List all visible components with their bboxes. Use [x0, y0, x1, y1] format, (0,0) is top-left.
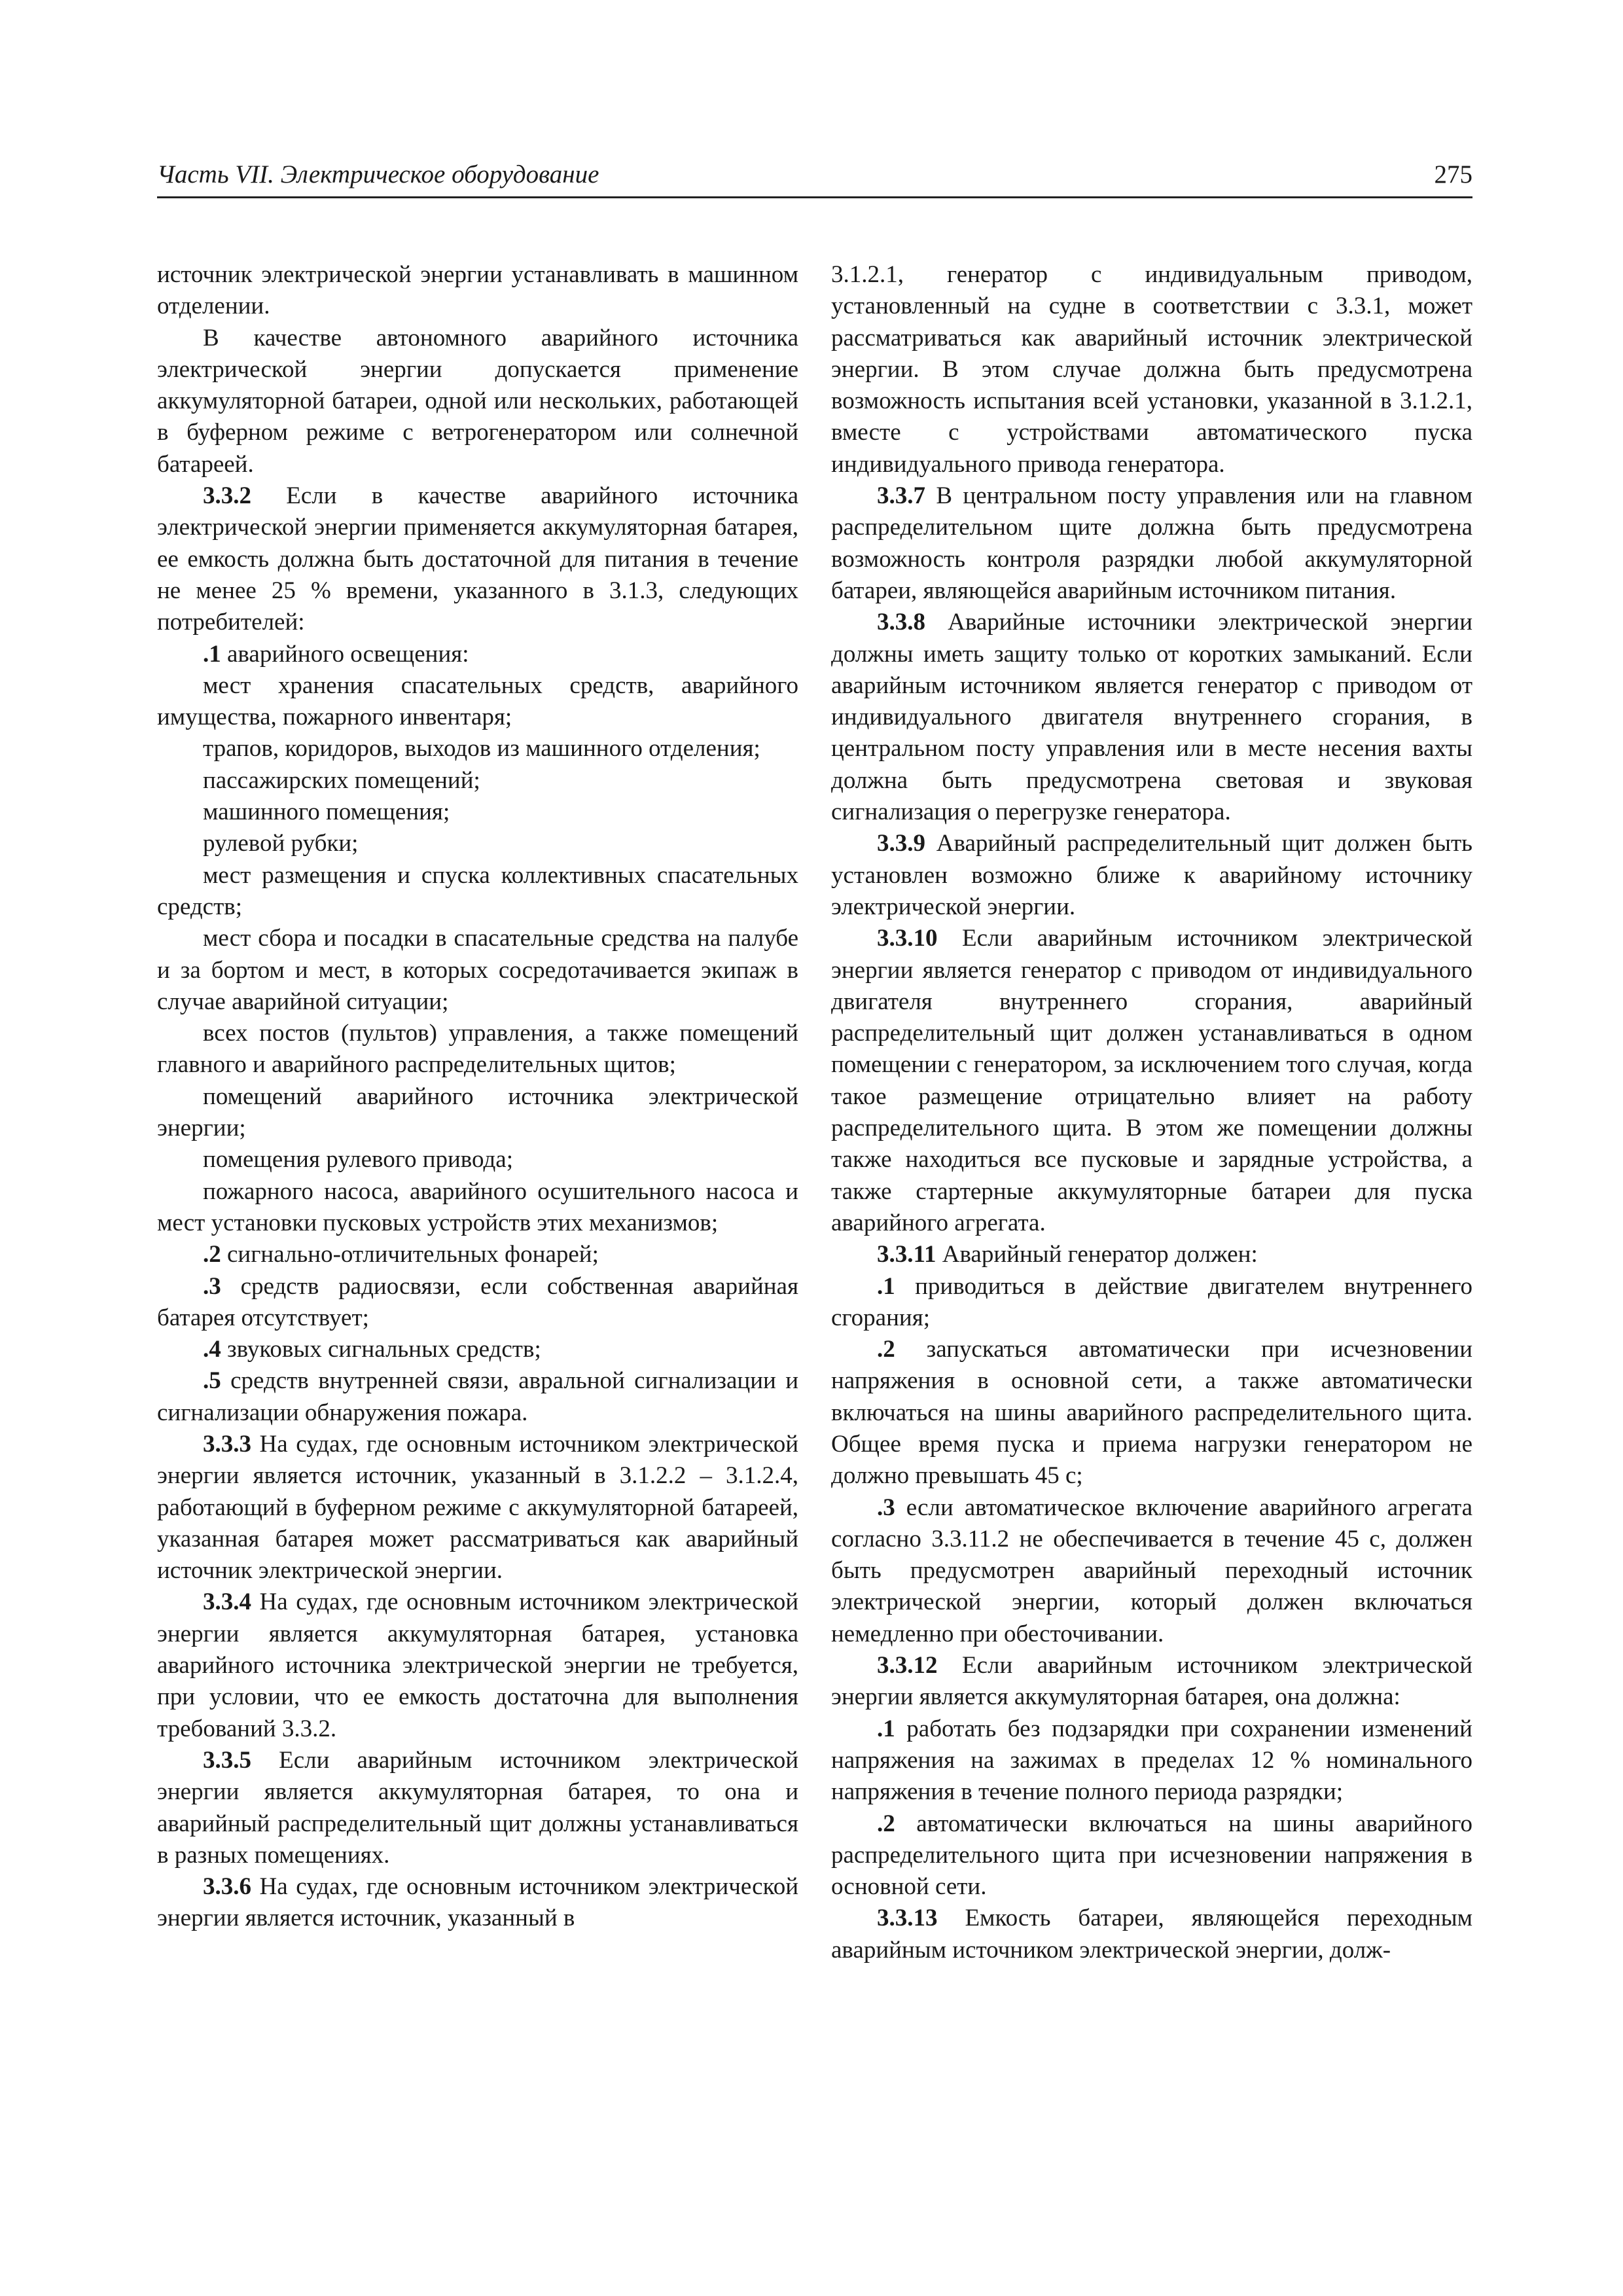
paragraph-text: автоматически включаться на шины аварийного распределительного щита при исчезновении напряжения в основной сети.: [831, 1810, 1472, 1901]
paragraph: [831, 1239, 1472, 1270]
paragraph: [831, 607, 1472, 828]
clause-number: 3.3.9: [877, 830, 925, 857]
paragraph-text: сигнально-отличительных фонарей;: [221, 1241, 599, 1268]
paragraph-text: Аварийные источники электрической энергии должны иметь защиту только от коротких замыканий. Если аварийным источником является генератор с приводом от индивидуального двигателя внутреннего сгорания, в центральном посту управления или в месте несения вахты должна быть предусмотрена световая и звуковая сигнализация о перегрузке генератора.: [831, 609, 1472, 826]
left-column: [157, 259, 798, 1935]
running-title: Часть VII. Электрическое оборудование: [157, 160, 599, 188]
paragraph: [157, 1745, 798, 1871]
paragraph-text: аварийного освещения:: [221, 640, 469, 668]
paragraph: [157, 765, 798, 797]
clause-number: 3.3.8: [877, 609, 925, 636]
clause-number: 3.3.3: [203, 1430, 251, 1458]
right-column: [831, 259, 1472, 1966]
paragraph-text: Аварийный генератор должен:: [936, 1241, 1258, 1268]
paragraph-text: звуковых сигнальных средств;: [221, 1336, 541, 1363]
paragraph-text: мест сбора и посадки в спасательные средства на палубе и за бортом и мест, в которых сосредотачивается экипаж в случае аварийной ситуации;: [157, 925, 798, 1015]
paragraph-text: мест хранения спасательных средств, аварийного имущества, пожарного инвентаря;: [157, 672, 798, 731]
clause-number: 3.3.6: [203, 1873, 251, 1901]
clause-number: .1: [877, 1272, 895, 1300]
paragraph: [157, 259, 798, 323]
paragraph: [157, 923, 798, 1018]
paragraph-text: 3.1.2.1, генератор с индивидуальным приводом, установленный на судне в соответствии с 3.3.1, может рассматриваться как аварийный источник электрической энергии. В этом случае должна быть предусмотрена возможность испытания всей установки, указанной в 3.1.2.1, вместе с устройствами автоматического пуска индивидуального привода генератора.: [831, 261, 1472, 478]
paragraph-text: На судах, где основным источником электрической энергии является аккумуляторная батарея, установка аварийного источника электрической энергии не требуется, при условии, что ее емкость достаточна для выполнения требований 3.3.2.: [157, 1588, 798, 1742]
paragraph-text: работать без подзарядки при сохранении изменений напряжения на зажимах в пределах 12 % номинального напряжения в течение полного периода разрядки;: [831, 1715, 1472, 1806]
clause-number: 3.3.7: [877, 482, 925, 510]
clause-number: .2: [203, 1241, 221, 1268]
paragraph: [157, 797, 798, 828]
paragraph-text: запускаться автоматически при исчезновении напряжения в основной сети, а также автоматически включаться на шины аварийного распределительного щита. Общее время пуска и приема нагрузки генератором не должно превышать 45 с;: [831, 1336, 1472, 1490]
paragraph-text: помещения рулевого привода;: [203, 1146, 513, 1174]
clause-number: .3: [203, 1272, 221, 1300]
paragraph: [157, 1334, 798, 1365]
paragraph-text: Если аварийным источником электрической энергии является генератор с приводом от индивидуального двигателя внутреннего сгорания, аварийный распределительный щит должен устанавливаться в одном помещении с генератором, за исключением того случая, когда такое размещение отрицательно влияет на работу распределительного щита. В этом же помещении должны также находиться все пусковые и зарядные устройства, а также стартерные аккумуляторные батареи для пуска аварийного агрегата.: [831, 925, 1472, 1236]
paragraph: [157, 1587, 798, 1744]
paragraph: [157, 733, 798, 764]
paragraph-text: пожарного насоса, аварийного осушительного насоса и мест установки пусковых устройств этих механизмов;: [157, 1177, 798, 1236]
clause-number: .1: [203, 640, 221, 668]
paragraph-text: если автоматическое включение аварийного агрегата согласно 3.3.11.2 не обеспечивается в течение 45 с, должен быть предусмотрен аварийный переходный источник электрической энергии, который должен включаться немедленно при обесточивании.: [831, 1494, 1472, 1647]
clause-number: .1: [877, 1715, 895, 1742]
clause-number: 3.3.4: [203, 1588, 251, 1616]
clause-number: 3.3.13: [877, 1905, 938, 1932]
paragraph-text: трапов, коридоров, выходов из машинного отделения;: [203, 735, 760, 762]
page-number: 275: [1434, 160, 1472, 188]
paragraph-text: средств радиосвязи, если собственная аварийная батарея отсутствует;: [157, 1272, 798, 1331]
paragraph: [831, 1808, 1472, 1903]
paragraph-text: пассажирских помещений;: [203, 766, 480, 794]
paragraph: [831, 1650, 1472, 1713]
paragraph-text: Если аварийным источником электрической энергии является аккумуляторная батарея, она должна:: [831, 1652, 1472, 1711]
clause-number: .2: [877, 1810, 895, 1837]
paragraph: [157, 828, 798, 859]
paragraph: [157, 1271, 798, 1335]
paragraph: [157, 860, 798, 924]
clause-number: 3.3.5: [203, 1746, 251, 1774]
paragraph-text: всех постов (пультов) управления, а также помещений главного и аварийного распределительных щитов;: [157, 1020, 798, 1079]
clause-number: .4: [203, 1336, 221, 1363]
paragraph: [157, 1429, 798, 1587]
clause-number: 3.3.12: [877, 1652, 938, 1679]
paragraph-text: приводиться в действие двигателем внутреннего сгорания;: [831, 1272, 1472, 1331]
paragraph-text: машинного помещения;: [203, 798, 450, 826]
clause-number: 3.3.10: [877, 925, 938, 952]
clause-number: .5: [203, 1367, 221, 1395]
paragraph: [157, 639, 798, 670]
paragraph: [157, 480, 798, 638]
paragraph-text: Если в качестве аварийного источника электрической энергии применяется аккумуляторная батарея, ее емкость должна быть достаточной для питания в течение не менее 25 % времени, указанного в 3.1.3, следующих потребителей:: [157, 482, 798, 636]
paragraph: [831, 1713, 1472, 1808]
paragraph-text: Емкость батареи, являющейся переходным аварийным источником электрической энергии, долж-: [831, 1905, 1472, 1964]
paragraph-text: средств внутренней связи, авральной сигнализации и сигнализации обнаружения пожара.: [157, 1367, 798, 1426]
paragraph-text: Аварийный распределительный щит должен быть установлен возможно ближе к аварийному источнику электрической энергии.: [831, 830, 1472, 920]
paragraph: [831, 1492, 1472, 1650]
paragraph: [831, 1903, 1472, 1966]
paragraph-text: источник электрической энергии устанавливать в машинном отделении.: [157, 261, 798, 320]
paragraph: [157, 670, 798, 734]
paragraph: [831, 1334, 1472, 1492]
paragraph: [157, 323, 798, 480]
paragraph: [831, 1271, 1472, 1335]
paragraph: [157, 1871, 798, 1935]
paragraph: [157, 1018, 798, 1081]
clause-number: 3.3.11: [877, 1241, 936, 1268]
paragraph: [831, 828, 1472, 923]
paragraph: [831, 480, 1472, 607]
paragraph: [157, 1176, 798, 1240]
paragraph-text: На судах, где основным источником электрической энергии является источник, указанный в: [157, 1873, 798, 1932]
paragraph-text: рулевой рубки;: [203, 830, 359, 857]
page-header: [157, 156, 1472, 198]
paragraph-text: В центральном посту управления или на главном распределительном щите должна быть предусмотрена возможность контроля разрядки любой аккумуляторной батареи, являющейся аварийным источником питания.: [831, 482, 1472, 604]
paragraph-text: Если аварийным источником электрической энергии является аккумуляторная батарея, то она и аварийный распределительный щит должны устанавливаться в разных помещениях.: [157, 1746, 798, 1869]
paragraph-text: помещений аварийного источника электрической энергии;: [157, 1083, 798, 1142]
paragraph: [157, 1081, 798, 1145]
paragraph-text: В качестве автономного аварийного источника электрической энергии допускается применение аккумуляторной батареи, одной или нескольких, работающей в буферном режиме с ветрогенератором или солнечной батареей.: [157, 324, 798, 478]
paragraph-text: мест размещения и спуска коллективных спасательных средств;: [157, 861, 798, 920]
clause-number: .2: [877, 1336, 895, 1363]
paragraph: [157, 1365, 798, 1429]
paragraph: [157, 1239, 798, 1270]
paragraph: [157, 1144, 798, 1175]
paragraph: [831, 923, 1472, 1239]
paragraph-text: На судах, где основным источником электрической энергии является источник, указанный в 3.1.2.2 – 3.1.2.4, работающий в буферном режиме с аккумуляторной батареей, указанная батарея может рассматриваться как аварийный источник электрической энергии.: [157, 1430, 798, 1585]
clause-number: .3: [877, 1494, 895, 1521]
clause-number: 3.3.2: [203, 482, 251, 510]
paragraph: [831, 259, 1472, 480]
